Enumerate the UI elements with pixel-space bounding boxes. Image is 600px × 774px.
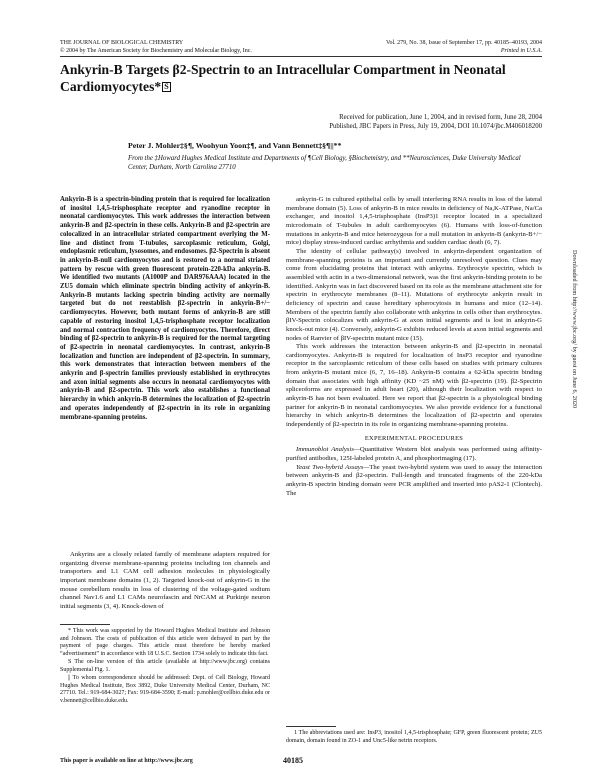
supplemental-material-icon: S	[164, 81, 169, 91]
section-heading: EXPERIMENTAL PROCEDURES	[364, 434, 464, 442]
supplemental-footnote: S The on-line version of this article (available at http://www.jbc.org) contains Supplemental Fig. 1.	[60, 659, 270, 673]
published-line: Published, JBC Papers in Press, July 19, 2004, DOI 10.1074/jbc.M406018200	[329, 123, 542, 130]
volume-info: Vol. 279, No. 38, Issue of September 17, pp. 40185–40193, 2004	[385, 40, 542, 46]
body-paragraph: This work addresses the interaction between ankyrin-B and β2-spectrin in neonatal cardiomyocytes. Ankyrin-B is required for localization of InsP3 receptor and ryanodine receptor in the sarcoplasmic reticulum of these cells based on studies with primary cultures from ankyrin-B mutant mice (6, 7, 16–18). Ankyrin-B contains a 62-kDa spectrin binding domain that associates with high affinity (KD ~25 nM) with β2-spectrin (19). β2-Spectrin spliceoforms are expressed in adult heart (20), although their localization with respect to ankyrin-B has not been evaluated. Here we report that β2-spectrin is a physiological binding partner for ankyrin-B in neonatal cardiomyocytes. We also provide evidence for a functional hierarchy in which ankyrin-B determines the localization of β2-spectrin and operates independently of β2-spectrin in its role in organizing membrane-spanning proteins.	[286, 343, 542, 429]
copyright-line: © 2004 by The American Society for Biochemistry and Molecular Biology, Inc.	[60, 47, 252, 54]
methods-subheading: Yeast Two-hybrid Assays—	[296, 463, 370, 471]
download-watermark	[570, 250, 578, 580]
abbreviations-footnote: 1 The abbreviations used are: InsP3, inositol 1,4,5-trisphosphate; GFP, green fluorescent protein; ZU5 domain, domain found in ZO-1 and Unc5-like netrin receptors.	[286, 730, 542, 744]
footnote-rule	[60, 624, 110, 625]
printed-in: Printed in U.S.A.	[500, 47, 542, 54]
received-line: Received for publication, June 1, 2004, and in revised form, June 28, 2004	[339, 114, 542, 121]
methods-paragraph	[286, 446, 542, 463]
right-column	[286, 196, 542, 498]
author-list: Peter J. Mohler‡§¶, Woohyun Yoon‡¶, and Vann Bennett‡§¶||**	[128, 141, 342, 150]
methods-text: Quantitative Western blot analysis was performed using affinity-purified antibodies, 125I-labeled protein A, and phosphorimaging (17).	[286, 446, 542, 463]
page-number: 40185	[283, 756, 303, 765]
methods-paragraph	[286, 464, 542, 499]
affiliation: From the ‡Howard Hughes Medical Institute and Departments of ¶Cell Biology, §Biochemistry, and **Neurosciences, Duke University Medical Center, Durham, North Carolina 27710	[128, 155, 521, 171]
methods-text: The yeast two-hybrid system was used to assay the interaction between ankyrin-B and β2-spectrin. Full-length and truncated fragments of the 220-kDa ankyrin-B spectrin binding domain were PCR amplified and inserted into pAS2-1 (Clontech). The	[286, 463, 543, 497]
abstract: Ankyrin-B is a spectrin-binding protein that is required for localization of inositol 1,4,5-trisphosphate receptor and ryanodine receptor in neonatal cardiomyocytes. This work addresses the interaction between ankyrin-B and β2-spectrin in these cells. Ankyrin-B and β2-spectrin are colocalized in an intracellular striated compartment overlying the M-line and distinct from T-tubules, sarcoplasmic reticulum, Golgi, endoplasmic reticulum, lysosomes, and endosomes. β2-Spectrin is absent in ankyrin-B-null cardiomyocytes and is restored to a normal striated pattern by rescue with green fluorescent protein-220-kDa ankyrin-B. We identified two mutants (A1000P and DAR976AAA) located in the ZU5 domain which eliminate spectrin binding activity of ankyrin-B. Ankyrin-B mutants lacking spectrin binding activity are normally targeted but do not reestablish β2-spectrin in ankyrin-B+/− cardiomyocytes. However, both mutant forms of ankyrin-B are still capable of restoring inositol 1,4,5-trisphosphate receptor localization and normal contraction frequency of cardiomyocytes. Therefore, direct binding of β2-spectrin to ankyrin-B is required for the normal targeting of β2-spectrin in neonatal cardiomyocytes. In contrast, ankyrin-B localization and function are independent of β2-spectrin. In summary, this work demonstrates that interaction between members of the ankyrin and β-spectrin families previously established in erythrocytes and axon initial segments also occurs in neonatal cardiomyocytes with ankyrin-B and β2-spectrin. This work also establishes a functional hierarchy in which ankyrin-B determines the localization of β2-spectrin and operates independently of β2-spectrin in its role in organizing membrane-spanning proteins.	[60, 196, 270, 421]
body-paragraph: ankyrin-G in cultured epithelial cells by small interfering RNA results in loss of the lateral membrane domain (5). Loss of ankyrin-B in mice results in deficiency of Na,K-ATPase, Na/Ca exchanger, and inositol 1,4,5-trisphosphate (InsP3)1 receptor located in a specialized microdomain of T-tubules in adult cardiomyocytes (6). Humans with loss-of-function mutations in ankyrin-B and mice heterozygous for a null mutation in ankyrin-B (ankyrin-B+/− mice) display stress-induced cardiac arrhythmia and sudden cardiac death (6, 7).	[286, 196, 542, 247]
footnote-rule	[286, 726, 336, 727]
article-title	[60, 62, 540, 95]
issue-header	[386, 40, 542, 55]
journal-name: THE JOURNAL OF BIOLOGICAL CHEMISTRY	[60, 40, 184, 46]
footnotes	[60, 628, 270, 706]
header-rule	[60, 56, 542, 57]
availability-note: This paper is available on line at http://www.jbc.org	[60, 758, 193, 764]
introduction-paragraph: Ankyrins are a closely related family of membrane adapters required for organizing diverse membrane-spanning proteins including ion channels and transporters and L1 CAM cell adhesion molecules in physiologically important membrane domains (1, 2). Targeted knock-out of ankyrin-G in the mouse cerebellum results in loss of clustering of the voltage-gated sodium channel Nav1.6 and L1 CAMs neurofascin and NrCAM at Purkinje neuron initial segments (3, 4). Knock-down of	[60, 551, 270, 610]
download-text: Downloaded from http://www.jbc.org/ by guest on June 6, 2020	[571, 250, 578, 409]
journal-header	[60, 40, 252, 55]
body-paragraph: The identity of cellular pathway(s) involved in ankyrin-dependent organization of membrane-spanning proteins is an important and currently unresolved question. Clues may come from elucidating proteins that interact with ankyrins. Erythrocyte spectrin, which is assembled with actin in a two-dimensional network, was the first ankyrin-binding protein to be identified. Ankyrin was in fact discovered based on its role as the membrane attachment site for spectrin in erythrocyte membranes (8–11). Mutations of erythrocyte ankyrin result in deficiency of spectrin and cause hereditary spherocytosis in humans and mice (12–14). Members of the spectrin family also collaborate with ankyrins in cells other than erythrocytes. βIV-Spectrin colocalizes with ankyrin-G at axon initial segments and is lost in ankyrin-G knock-out mice (4). Conversely, ankyrin-G exhibits reduced levels at axon initial segments and nodes of Ranvier of βIV-spectrin mutant mice (15).	[286, 247, 542, 342]
publication-dates	[329, 113, 542, 131]
correspondence-footnote: || To whom correspondence should be addressed: Dept. of Cell Biology, Howard Hughes Medical Institute, Box 3892, Duke University Medical Center, Durham, NC 27710. Tel.: 919-684-3027; Fax: 919-684-3590; E-mail: p.mohler@cellbio.duke.edu or v.bennett@cellbio.duke.edu.	[60, 675, 270, 704]
title-text: Ankyrin-B Targets β2-Spectrin to an Intracellular Compartment in Neonatal Cardiomyocytes*	[60, 62, 506, 94]
methods-subheading: Immunoblot Analysis—	[296, 446, 360, 454]
funding-footnote: * This work was supported by the Howard Hughes Medical Institute and Johnson and Johnson. The costs of publication of this article were defrayed in part by the payment of page charges. This article must therefore be hereby marked “advertisement” in accordance with 18 U.S.C. Section 1734 solely to indicate this fact.	[60, 628, 270, 657]
